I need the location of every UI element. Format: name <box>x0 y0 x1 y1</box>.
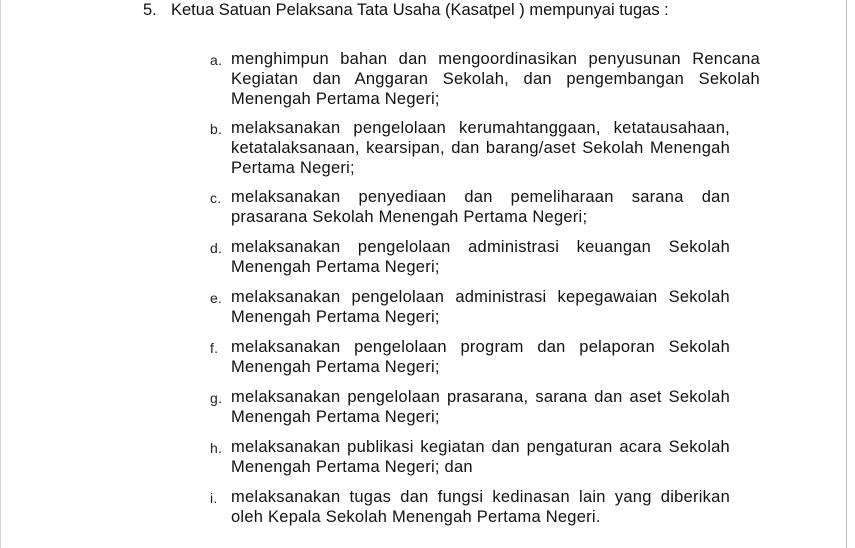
sub-item-text: melaksanakan tugas dan fungsi kedinasan lain yang diberikan oleh Kepala Sekolah Menengah Pertama Negeri. <box>231 488 730 526</box>
sub-item-letter: f. <box>210 340 219 356</box>
sub-item-text: melaksanakan pengelolaan kerumahtanggaan, ketatausahaan, ketatalaksanaan, kearsipan, dan barang/aset Sekolah Menengah Pertama Negeri; <box>231 119 730 177</box>
sub-item-letter: c. <box>210 190 222 206</box>
page-right-edge <box>846 0 847 548</box>
sub-item-letter: e. <box>210 290 223 306</box>
sub-item-text: melaksanakan publikasi kegiatan dan pengaturan acara Sekolah Menengah Pertama Negeri; dan <box>231 438 730 476</box>
sub-item-text: melaksanakan pengelolaan program dan pelaporan Sekolah Menengah Pertama Negeri; <box>231 338 730 376</box>
sub-item-text: melaksanakan pengelolaan administrasi kepegawaian Sekolah Menengah Pertama Negeri; <box>231 288 730 326</box>
sub-item-letter: i. <box>210 490 218 506</box>
sub-item-letter: g. <box>210 390 223 406</box>
sub-item-letter: a. <box>210 52 223 68</box>
sub-item-text: menghimpun bahan dan mengoordinasikan penyusunan Rencana Kegiatan dan Anggaran Sekolah, dan pengembangan Sekolah Menengah Pertama Negeri; <box>231 50 760 108</box>
item-text: Ketua Satuan Pelaksana Tata Usaha (Kasatpel ) mempunyai tugas : <box>171 1 669 19</box>
sub-item-letter: b. <box>210 121 223 137</box>
sub-item-letter: h. <box>210 440 223 456</box>
item-number: 5. <box>143 1 157 19</box>
sub-item-text: melaksanakan pengelolaan administrasi keuangan Sekolah Menengah Pertama Negeri; <box>231 238 730 276</box>
sub-item-text: melaksanakan pengelolaan prasarana, sarana dan aset Sekolah Menengah Pertama Negeri; <box>231 388 730 426</box>
sub-item-text: melaksanakan penyediaan dan pemeliharaan sarana dan prasarana Sekolah Menengah Pertama Negeri; <box>231 188 730 226</box>
sub-item-letter: d. <box>210 240 223 256</box>
